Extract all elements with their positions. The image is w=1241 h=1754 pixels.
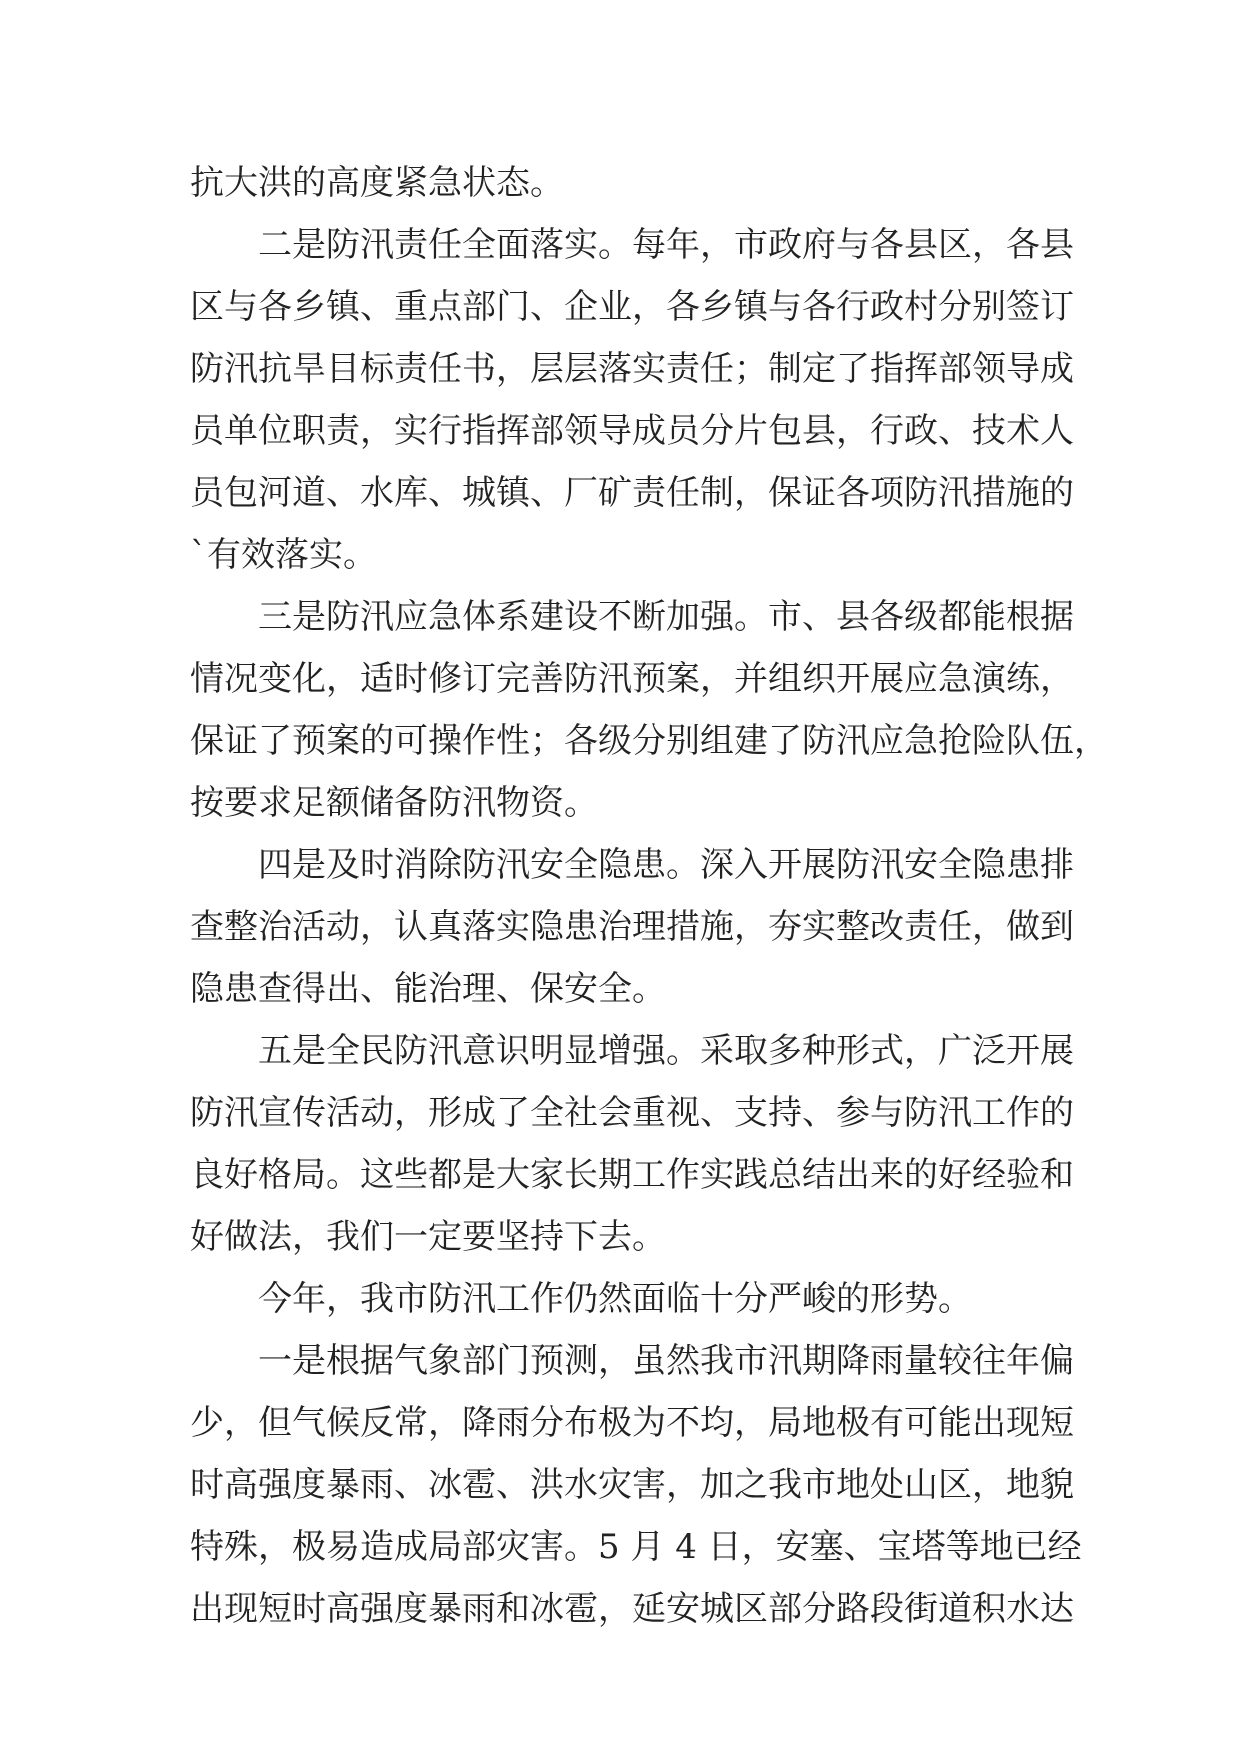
text-line: 今年，我市防汛工作仍然面临十分严峻的形势。 bbox=[258, 1279, 972, 1319]
text-line: 良好格局。这些都是大家长期工作实践总结出来的好经验和 bbox=[190, 1155, 1074, 1195]
text-line: 少，但气候反常，降雨分布极为不均，局地极有可能出现短 bbox=[190, 1403, 1074, 1443]
text-line: `有效落实。 bbox=[190, 535, 377, 575]
text-line: 二是防汛责任全面落实。每年，市政府与各县区，各县 bbox=[258, 225, 1074, 265]
text-line: 四是及时消除防汛安全隐患。深入开展防汛安全隐患排 bbox=[258, 845, 1074, 885]
text-line: 保证了预案的可操作性；各级分别组建了防汛应急抢险队伍， bbox=[190, 721, 1108, 761]
text-line: 三是防汛应急体系建设不断加强。市、县各级都能根据 bbox=[258, 597, 1074, 637]
body-text bbox=[190, 152, 1108, 1640]
text-line: 员单位职责，实行指挥部领导成员分片包县，行政、技术人 bbox=[190, 411, 1074, 451]
text-line: 一是根据气象部门预测，虽然我市汛期降雨量较往年偏 bbox=[258, 1341, 1074, 1381]
text-line: 时高强度暴雨、冰雹、洪水灾害，加之我市地处山区，地貌 bbox=[190, 1465, 1074, 1505]
text-line: 员包河道、水库、城镇、厂矿责任制，保证各项防汛措施的 bbox=[190, 473, 1074, 513]
text-line: 防汛宣传活动，形成了全社会重视、支持、参与防汛工作的 bbox=[190, 1093, 1074, 1133]
text-line: 区与各乡镇、重点部门、企业，各乡镇与各行政村分别签订 bbox=[190, 287, 1074, 327]
text-line: 出现短时高强度暴雨和冰雹，延安城区部分路段街道积水达 bbox=[190, 1589, 1074, 1629]
text-line: 好做法，我们一定要坚持下去。 bbox=[190, 1217, 666, 1257]
text-line: 隐患查得出、能治理、保安全。 bbox=[190, 969, 666, 1009]
text-line: 查整治活动，认真落实隐患治理措施，夯实整改责任，做到 bbox=[190, 907, 1074, 947]
text-line: 五是全民防汛意识明显增强。采取多种形式，广泛开展 bbox=[258, 1031, 1074, 1071]
text-line: 特殊，极易造成局部灾害。5 月 4 日，安塞、宝塔等地已经 bbox=[190, 1527, 1082, 1567]
text-line: 情况变化，适时修订完善防汛预案，并组织开展应急演练， bbox=[190, 659, 1074, 699]
text-line: 抗大洪的高度紧急状态。 bbox=[190, 163, 564, 203]
text-line: 防汛抗旱目标责任书，层层落实责任；制定了指挥部领导成 bbox=[190, 349, 1074, 389]
text-line: 按要求足额储备防汛物资。 bbox=[190, 783, 598, 823]
